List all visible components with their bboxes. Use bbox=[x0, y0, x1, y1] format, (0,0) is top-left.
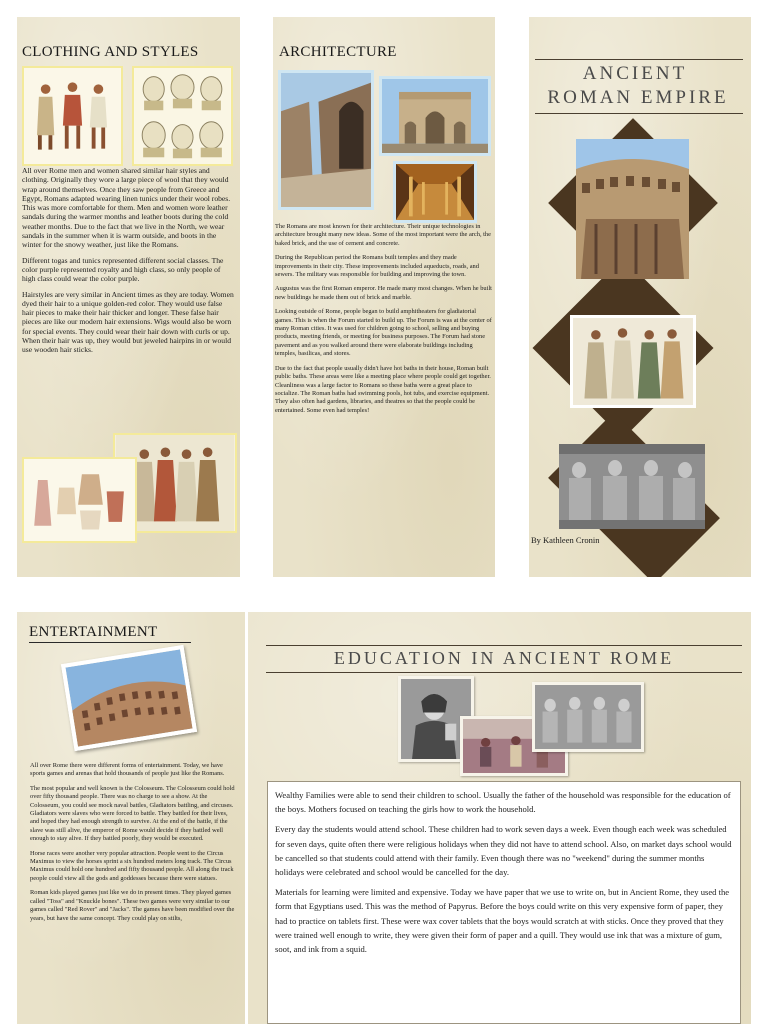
photo-roman-clothing-figures bbox=[22, 66, 123, 166]
education-paragraph: Every day the students would attend school. These children had to work seven days a week. Even though each week was scheduled for seven days, quite often there were religious holidays when they did not have to attend school. Also, on market days school would be cancelled so that students could attend with their family. Even though there was no "weekend" during the summer months holidays were celebrated and school would be cancelled for the day. bbox=[275, 824, 732, 878]
section-title-clothing: CLOTHING AND STYLES bbox=[22, 44, 199, 60]
clothing-text bbox=[22, 166, 234, 361]
photo-roman-hairstyles bbox=[132, 66, 233, 166]
panel-clothing bbox=[17, 17, 240, 577]
photo-roman-relief-sculpture bbox=[559, 444, 705, 529]
photo-roman-figures-painting bbox=[570, 315, 696, 408]
entertainment-paragraph: The most popular and well known is the Colosseum. The Colosseum could hold over fifty thousand people. There was no charge to see a show. At the Colosseum, you could see mock naval battles, Gladiators battling, and circuses. Gladiators were slaves who were forced to battle. They battled for their lives, and hoped they had enough strength to survive. At the end of the battle, if the slave was still alive, the emperor of Rome would decide if they battled well enough to stay alive. If they battled poorly, they would be executed. bbox=[30, 784, 235, 843]
clothing-paragraph: Different togas and tunics represented different social classes. The color purple represented royalty and high class, so only people of high class could wear the color purple. bbox=[22, 255, 224, 284]
education-paragraph: Wealthy Families were able to send their children to school. Usually the father of the household was responsible for the education of the boys. Mothers focused on teaching the girls how to work the household. bbox=[275, 790, 731, 815]
clothing-paragraph: All over Rome men and women shared similar hair styles and clothing. Originally they wore a large piece of wool that they would wrap around themselves. Once they saw people from Greece and Egypt, Romans adapted wearing linen tunics under their wool robes. This was more comfortable for them. Men and women wore leather sandals during the warmer months and leather boots during the cold weather months. Due to the fact that we live in the North, we wear sandals in the summer when it is warm outside, and boots in the winter for the snowy weather, just like the Romans. bbox=[22, 166, 231, 250]
photo-corridor-interior bbox=[393, 161, 477, 223]
photo-garment-illustrations bbox=[22, 457, 137, 543]
architecture-paragraph: Looking outside of Rome, people began to build amphitheaters for gladiatorial games. This is when the Forum started to build up. The Forum is was at the center of many Roman cities. It was used for children going to school, selling and buying products, meeting friends, or meeting for business purposes. The Forum had stone pavement and as you walked around there were elaborate buildings including temples, basilicas, and stores. bbox=[275, 308, 492, 358]
panel-entertainment bbox=[17, 612, 245, 1024]
photo-relief-teacher-students bbox=[532, 682, 644, 752]
architecture-text bbox=[275, 223, 493, 421]
entertainment-paragraph: Roman kids played games just like we do in present times. They played games called "Toss" and "Knuckle bones". These two games were very similar to our games called "Red Rover" and "Jacks". The games have been modified over the years, but have the same concept. They could play on stilts, bbox=[30, 889, 235, 922]
panel-education bbox=[248, 612, 751, 1024]
section-title-architecture: ARCHITECTURE bbox=[279, 44, 397, 60]
photo-colosseum-exterior bbox=[61, 645, 197, 751]
entertainment-text bbox=[30, 762, 236, 929]
education-paragraph: Materials for learning were limited and expensive. Today we have paper that we use to write on, but in Ancient Rome, they used the form that Egyptians used. This was the method of Papyrus. Before the boys could write on this very expensive form of paper, they had to practice on tablets first. These were wax cover tablets that the boys would scratch at with sticks. Once they proved that they were trained well enough to write, they were given their form of paper and a quill. They would use ink that was a mixture of gum, soot, and ink from a squid. bbox=[275, 887, 730, 955]
divider-rule bbox=[535, 113, 743, 114]
architecture-paragraph: The Romans are most known for their architecture. Their unique technologies in architecture brought many new ideas. Some of the most important were the arch, the baked brick, and the use of cement and concrete. bbox=[275, 223, 491, 247]
divider-rule bbox=[535, 59, 743, 60]
photo-colosseum-interior bbox=[576, 139, 689, 279]
architecture-paragraph: During the Republican period the Romans built temples and they made improvements in their city. These improvements included aqueducts, roads, and sewers. The military was responsible for building and improving the town. bbox=[275, 254, 479, 279]
clothing-paragraph: Hairstyles are very similar in Ancient times as they are today. Women dyed their hair to a unique golden-red color. They would use false hair pieces to make their hair thicker and longer. These false hair pieces are like our modern hair extensions. Wigs would also be worn for special events. They could wear their hair down with curls or up. When their hair was up, they would but jeweled hairpins in or would use wooden hair sticks. bbox=[22, 289, 234, 355]
entertainment-paragraph: Horse races were another very popular attraction. People went to the Circus Maximus to view the horses sprint a six hundred meters long track. The Circus Maximus could hold one hundred and fifty thousand people. All along the track people could view all the gods and goddesses because there were statues. bbox=[30, 849, 234, 882]
section-title-entertainment: ENTERTAINMENT bbox=[29, 624, 158, 640]
education-text-box bbox=[267, 781, 741, 1024]
divider-rule bbox=[266, 645, 742, 646]
photo-arch-of-constantine bbox=[379, 76, 491, 156]
architecture-paragraph: Augustus was the first Roman emperor. He made many most changes. When he built new buildings he made them out of brick and marble. bbox=[275, 285, 492, 301]
author-byline: By Kathleen Cronin bbox=[531, 535, 600, 545]
cover-title-line1: ANCIENT bbox=[582, 63, 688, 84]
cover-title-line2: ROMAN EMPIRE bbox=[547, 87, 729, 108]
architecture-paragraph: Due to the fact that people usually didn't have hot baths in their house, Roman built public baths. These areas were like a meeting place where people could get together. Cleanliness was a large factor to Romans so these baths were a great place to socialize. The Roman baths had swimming pools, hot tubs, and exercise equipment. They also often had gardens, libraries, and theatres so that the people could be entertained. Some even had temples! bbox=[275, 364, 491, 414]
education-title: EDUCATION IN ANCIENT ROME bbox=[333, 648, 675, 668]
panel-cover bbox=[529, 17, 751, 577]
title-underline bbox=[29, 642, 191, 643]
entertainment-paragraph: All over Rome there were different forms of entertainment. Today, we have sports games and arenas that hold thousands of people just like the Romans. bbox=[30, 762, 225, 778]
panel-architecture bbox=[273, 17, 495, 577]
divider-rule bbox=[266, 672, 742, 673]
photo-ruined-street bbox=[278, 70, 374, 210]
